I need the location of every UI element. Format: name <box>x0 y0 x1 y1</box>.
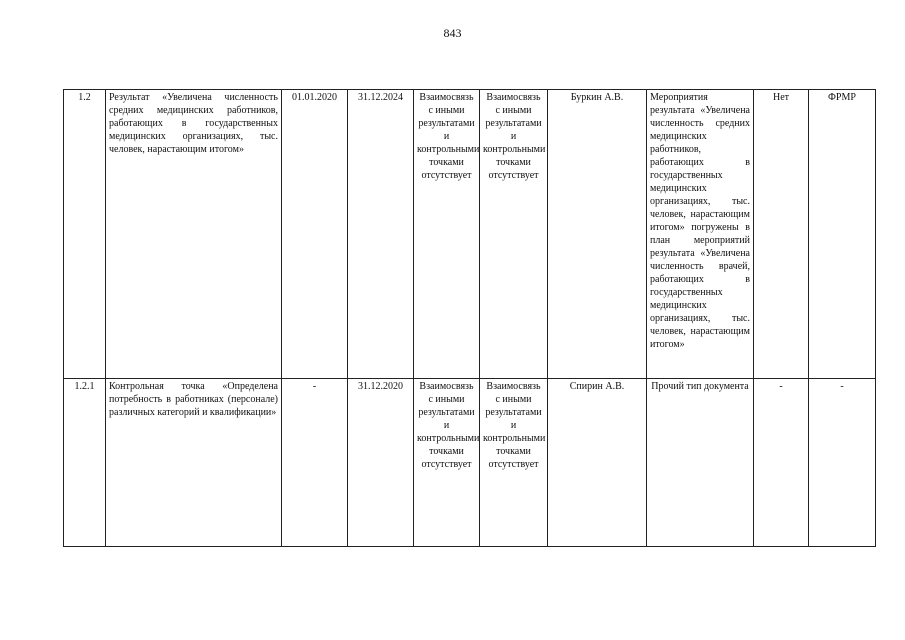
successor-link: Взаимосвязь с иными результатами и контрольными точками отсутствует <box>480 90 548 379</box>
info-system: ФРМР <box>809 90 876 379</box>
end-date: 31.12.2024 <box>348 90 414 379</box>
row-number: 1.2.1 <box>64 379 106 547</box>
plan-table <box>63 89 876 547</box>
row-number: 1.2 <box>64 90 106 379</box>
predecessor-link: Взаимосвязь с иными результатами и контрольными точками отсутствует <box>414 90 480 379</box>
row-name: Результат «Увеличена численность средних медицинских работников, работающих в государственных медицинских организациях, тыс. человек, нарастающим итогом» <box>106 90 282 379</box>
row-name: Контрольная точка «Определена потребность в работниках (персонале) различных категорий и квалификации» <box>106 379 282 547</box>
responsible-person: Спирин А.В. <box>548 379 647 547</box>
document-type: Прочий тип документа <box>647 379 754 547</box>
start-date: - <box>282 379 348 547</box>
predecessor-link: Взаимосвязь с иными результатами и контрольными точками отсутствует <box>414 379 480 547</box>
start-date: 01.01.2020 <box>282 90 348 379</box>
control-level: - <box>754 379 809 547</box>
successor-link: Взаимосвязь с иными результатами и контрольными точками отсутствует <box>480 379 548 547</box>
info-system: - <box>809 379 876 547</box>
end-date: 31.12.2020 <box>348 379 414 547</box>
responsible-person: Буркин А.В. <box>548 90 647 379</box>
page-number: 843 <box>443 26 462 40</box>
table-row <box>64 90 876 379</box>
control-level: Нет <box>754 90 809 379</box>
table-row <box>64 379 876 547</box>
document-type: Мероприятия результата «Увеличена численность средних медицинских работников, работающих в государственных медицинских организациях, тыс. человек, нарастающим итогом» погружены в план мероприятий результата «Увеличена численность врачей, работающих в государственных медицинских организациях, тыс. человек, нарастающим итогом» <box>647 90 754 379</box>
